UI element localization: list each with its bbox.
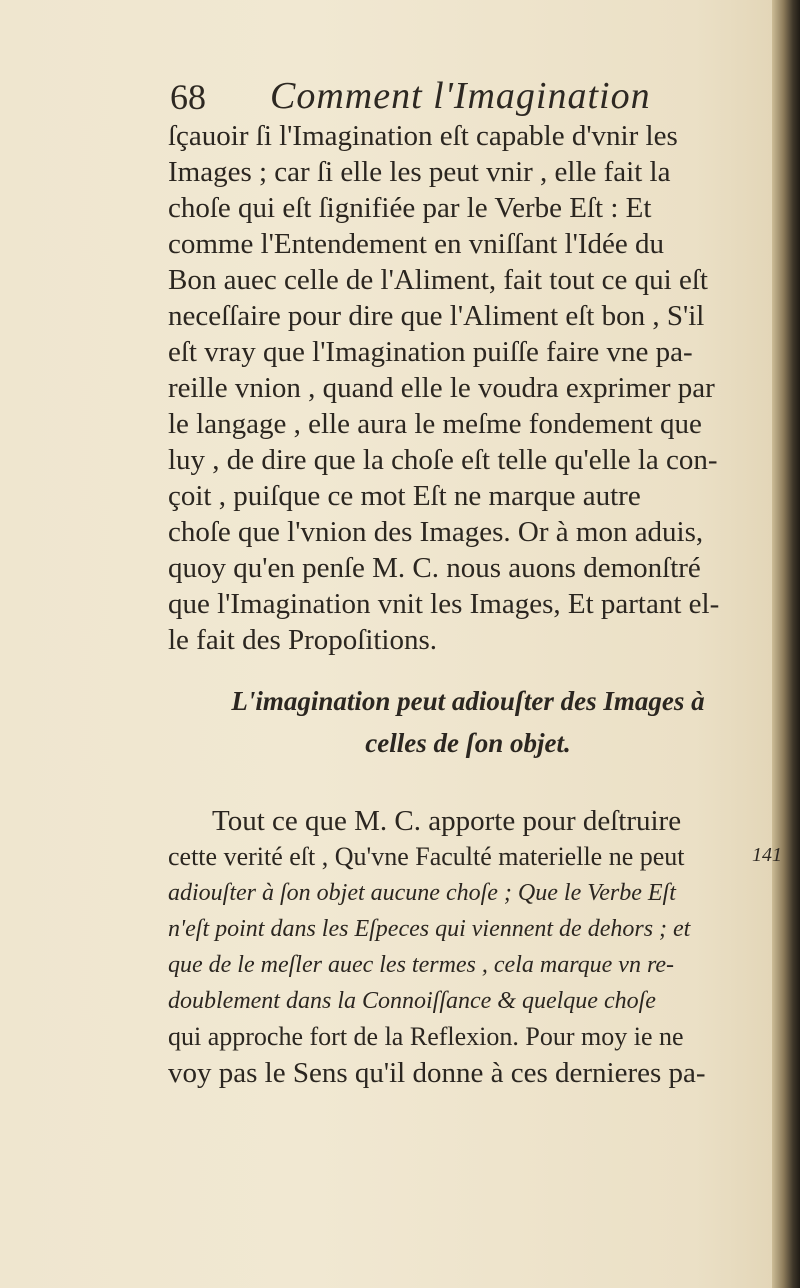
text-line: çoit , puiſque ce mot Eſt ne marque autre xyxy=(168,480,641,512)
page-header xyxy=(170,72,770,122)
text-line: choſe que l'vnion des Images. Or à mon aduis, xyxy=(168,516,704,548)
text-line: choſe qui eſt ſignifiée par le Verbe Eſt : Et xyxy=(168,192,652,224)
section-title-line-2: celles de ſon objet. xyxy=(365,728,571,758)
text-line: le fait des Propoſitions. xyxy=(168,624,438,656)
text-line: n'eſt point dans les Eſpeces qui viennent de dehors ; et xyxy=(168,916,691,942)
text-line: le langage , elle aura le meſme fondement que xyxy=(168,408,702,440)
margin-note: 141 xyxy=(752,844,782,866)
text-line: voy pas le Sens qu'il donne à ces dernieres pa- xyxy=(168,1057,706,1089)
text-line: Images ; car ſi elle les peut vnir , elle fait la xyxy=(168,156,671,188)
paragraph-1 xyxy=(168,118,758,658)
book-gutter xyxy=(772,0,800,1288)
text-line: que l'Imagination vnit les Images, Et partant el- xyxy=(168,588,720,620)
text-line: reille vnion , quand elle le voudra exprimer par xyxy=(168,372,715,404)
section-title-line-1: L'imagination peut adiouſter des Images à xyxy=(231,686,705,716)
running-head: Comment l'Imagination xyxy=(270,75,651,117)
text-line xyxy=(168,803,758,839)
text-line: neceſſaire pour dire que l'Aliment eſt bon , S'il xyxy=(168,300,705,332)
text-line: ſçauoir ſi l'Imagination eſt capable d'vnir les xyxy=(168,120,678,152)
paragraph-2 xyxy=(168,803,758,1091)
text-line: doublement dans la Connoiſſance & quelque choſe xyxy=(168,988,656,1014)
text-line: luy , de dire que la choſe eſt telle qu'elle la con- xyxy=(168,444,718,476)
text-line: cette verité eſt , Qu'vne Faculté materielle ne peut xyxy=(168,842,685,871)
section-title xyxy=(168,680,768,764)
text-line: quoy qu'en penſe M. C. nous auons demonſtré xyxy=(168,552,701,584)
text-line: que de le meſler auec les termes , cela marque vn re- xyxy=(168,952,675,978)
text-line-content: Tout ce que M. C. apporte pour deſtruire xyxy=(212,805,682,837)
page-number: 68 xyxy=(170,77,206,117)
text-line: Bon auec celle de l'Aliment, fait tout ce qui eſt xyxy=(168,264,708,296)
text-line: eſt vray que l'Imagination puiſſe faire vne pa- xyxy=(168,336,693,368)
text-line: comme l'Entendement en vniſſant l'Idée du xyxy=(168,228,665,260)
text-line: adiouſter à ſon objet aucune choſe ; Que le Verbe Eſt xyxy=(168,880,676,906)
text-line: qui approche fort de la Reflexion. Pour moy ie ne xyxy=(168,1022,684,1051)
